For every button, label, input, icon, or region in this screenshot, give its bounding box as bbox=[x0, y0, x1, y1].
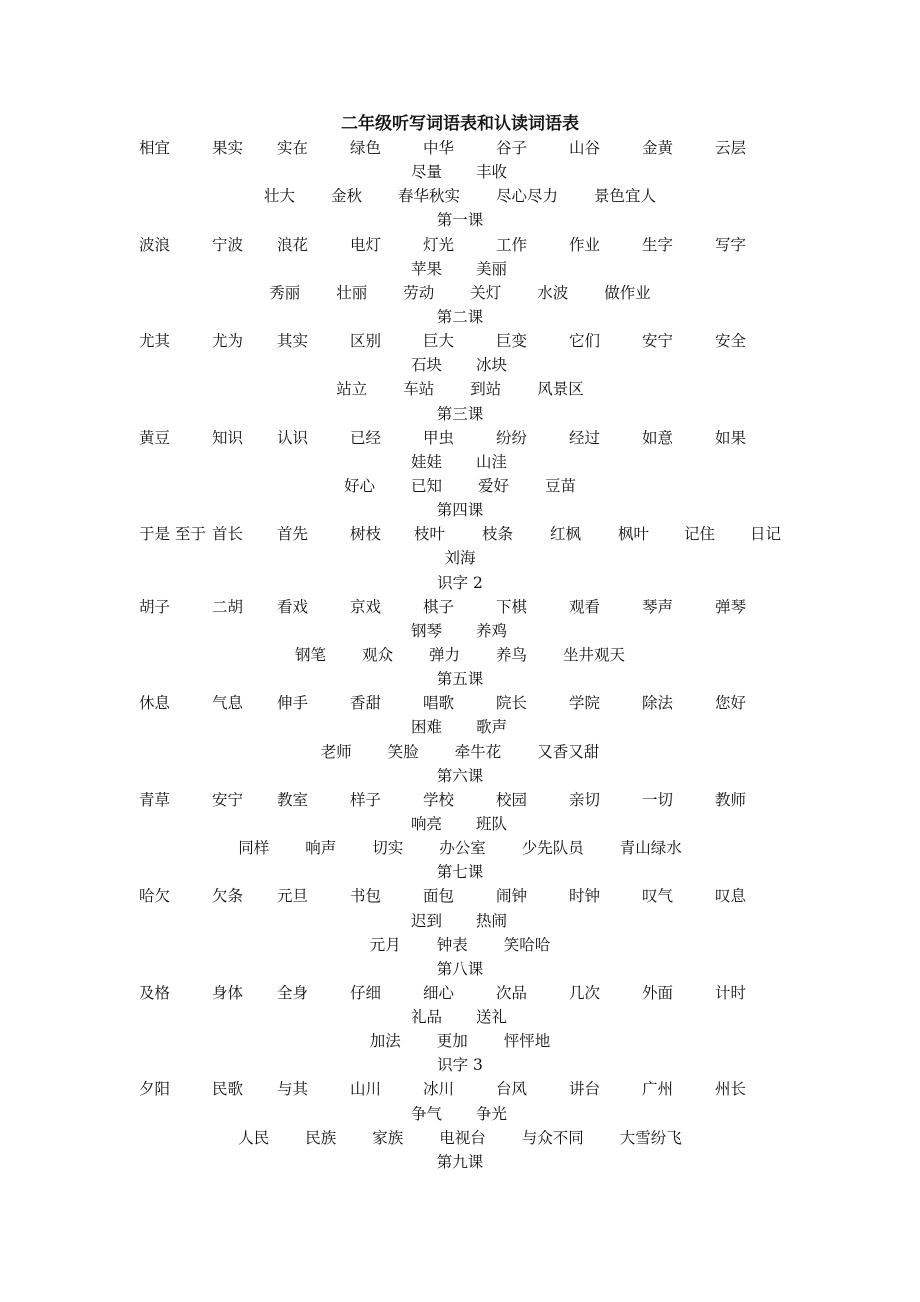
lesson-label-row bbox=[0, 764, 920, 788]
vocab-word: 与众不同 bbox=[521, 1128, 584, 1147]
vocab-word: 冰川 bbox=[423, 1080, 455, 1099]
vocab-word: 京戏 bbox=[350, 597, 382, 616]
vocab-word: 认识 bbox=[277, 428, 309, 447]
vocab-word: 风景区 bbox=[537, 380, 584, 399]
vocab-word: 怦怦地 bbox=[503, 1032, 551, 1051]
vocab-word: 学院 bbox=[569, 694, 601, 713]
vocab-word: 台风 bbox=[496, 1080, 528, 1099]
word-row-reading bbox=[0, 836, 920, 860]
vocab-word: 细心 bbox=[423, 983, 455, 1002]
vocab-word: 坐井观天 bbox=[563, 645, 626, 664]
lesson-label-row bbox=[0, 860, 920, 884]
lesson-label: 识字 3 bbox=[437, 1056, 483, 1075]
vocab-word: 山谷 bbox=[569, 139, 601, 157]
vocab-word: 劳动 bbox=[403, 283, 435, 302]
vocab-word: 元月 bbox=[369, 935, 401, 954]
word-row-reading bbox=[0, 184, 920, 208]
lesson-label: 第四课 bbox=[436, 501, 484, 520]
vocab-word: 身体 bbox=[212, 983, 244, 1002]
vocab-word: 树枝 bbox=[350, 525, 382, 544]
vocab-word: 站立 bbox=[336, 380, 368, 399]
vocab-word: 春华秋实 bbox=[397, 187, 460, 206]
vocab-word: 书包 bbox=[350, 887, 382, 906]
word-row-reading bbox=[0, 740, 920, 764]
lesson-label: 第七课 bbox=[436, 863, 484, 882]
lesson-label: 第二课 bbox=[436, 307, 484, 326]
word-row-primary bbox=[0, 788, 920, 812]
lesson-label: 第六课 bbox=[436, 766, 484, 785]
vocab-word: 时钟 bbox=[569, 887, 601, 906]
vocab-word: 壮丽 bbox=[336, 283, 368, 302]
vocab-word: 礼品 bbox=[411, 1008, 443, 1027]
vocab-word: 果实 bbox=[212, 139, 244, 157]
vocab-word: 山洼 bbox=[476, 452, 508, 471]
vocab-word: 红枫 bbox=[550, 525, 582, 544]
vocab-word: 宁波 bbox=[212, 235, 244, 254]
vocab-word: 计时 bbox=[715, 983, 747, 1002]
vocab-word: 更加 bbox=[436, 1032, 468, 1051]
vocab-word: 灯光 bbox=[423, 235, 455, 254]
vocab-word: 人民 bbox=[238, 1128, 270, 1147]
vocab-word: 夕阳 bbox=[139, 1080, 171, 1099]
vocab-word: 迟到 bbox=[411, 911, 443, 930]
word-row-primary bbox=[0, 233, 920, 257]
vocab-word: 波浪 bbox=[139, 235, 171, 254]
vocab-word: 钢琴 bbox=[411, 621, 443, 640]
word-row-primary bbox=[0, 691, 920, 715]
lesson-label-row bbox=[0, 667, 920, 691]
word-row-primary bbox=[0, 136, 920, 160]
vocab-word: 记住 bbox=[684, 525, 716, 544]
vocab-word: 巨大 bbox=[423, 332, 455, 351]
vocab-word: 刘海 bbox=[444, 549, 476, 568]
vocab-word: 哈欠 bbox=[139, 887, 171, 906]
word-row-primary bbox=[0, 981, 920, 1005]
lesson-label-row bbox=[0, 1150, 920, 1174]
word-row-secondary bbox=[0, 257, 920, 281]
vocab-word: 黄豆 bbox=[139, 428, 171, 447]
vocab-word: 山川 bbox=[350, 1080, 382, 1099]
vocab-word: 困难 bbox=[411, 718, 443, 737]
vocab-word: 弹力 bbox=[428, 645, 460, 664]
vocab-word: 尽量 bbox=[411, 163, 443, 182]
vocab-word: 养鸟 bbox=[496, 645, 528, 664]
vocab-word: 休息 bbox=[139, 694, 171, 713]
vocab-word: 安宁 bbox=[212, 790, 244, 809]
vocab-word: 全身 bbox=[277, 983, 309, 1002]
vocab-word: 已知 bbox=[410, 476, 442, 495]
vocab-word: 同样 bbox=[238, 839, 270, 858]
vocab-word: 您好 bbox=[715, 694, 747, 713]
vocab-word: 景色宜人 bbox=[594, 187, 657, 206]
vocab-word: 与其 bbox=[277, 1080, 309, 1099]
vocab-word: 钢笔 bbox=[294, 645, 326, 664]
vocab-word: 中华 bbox=[423, 139, 455, 157]
vocab-word: 美丽 bbox=[476, 259, 508, 278]
vocab-word: 响亮 bbox=[411, 814, 443, 833]
vocab-word: 仔细 bbox=[350, 983, 382, 1002]
vocab-word: 如意 bbox=[642, 428, 674, 447]
vocab-word: 安宁 bbox=[642, 332, 674, 351]
word-row-reading bbox=[0, 474, 920, 498]
vocab-word: 学校 bbox=[423, 790, 455, 809]
vocab-word: 教室 bbox=[277, 790, 309, 809]
vocab-word: 养鸡 bbox=[476, 621, 508, 640]
vocab-word: 关灯 bbox=[470, 283, 502, 302]
vocab-word: 亲切 bbox=[569, 790, 601, 809]
vocab-word: 观众 bbox=[361, 645, 393, 664]
vocab-word: 枝叶 bbox=[414, 525, 446, 544]
word-row-secondary bbox=[0, 1102, 920, 1126]
word-row-reading bbox=[0, 377, 920, 401]
vocab-word: 广州 bbox=[642, 1080, 674, 1099]
lesson-label-row bbox=[0, 571, 920, 595]
lesson-label-row bbox=[0, 1053, 920, 1077]
vocab-word: 做作业 bbox=[604, 283, 651, 302]
vocab-word: 校园 bbox=[496, 790, 528, 809]
lesson-label: 第八课 bbox=[436, 959, 484, 978]
vocab-word: 石块 bbox=[411, 356, 443, 375]
vocab-word: 闹钟 bbox=[496, 887, 528, 906]
vocab-word: 伸手 bbox=[277, 694, 309, 713]
vocab-word: 民歌 bbox=[212, 1080, 244, 1099]
vocab-word: 金黄 bbox=[642, 139, 674, 157]
word-row-secondary bbox=[0, 160, 920, 184]
vocab-word: 区别 bbox=[350, 332, 382, 351]
vocab-word: 讲台 bbox=[569, 1080, 601, 1099]
vocab-word: 云层 bbox=[715, 139, 747, 157]
vocab-word: 钟表 bbox=[436, 935, 468, 954]
vocab-word: 琴声 bbox=[642, 597, 674, 616]
vocab-word: 元旦 bbox=[277, 887, 309, 906]
vocab-word: 尤其 bbox=[139, 332, 171, 351]
vocab-word: 谷子 bbox=[496, 139, 528, 157]
word-row-reading bbox=[0, 643, 920, 667]
vocab-word: 实在 bbox=[277, 139, 309, 157]
vocab-word: 电灯 bbox=[350, 235, 382, 254]
vocab-word: 大雪纷飞 bbox=[619, 1128, 682, 1147]
vocab-word: 院长 bbox=[496, 694, 528, 713]
vocab-word: 好心 bbox=[343, 476, 375, 495]
vocab-word: 首先 bbox=[277, 525, 309, 544]
vocab-word: 爱好 bbox=[478, 476, 510, 495]
vocab-word: 面包 bbox=[423, 887, 455, 906]
word-row-primary bbox=[0, 426, 920, 450]
vocab-word: 班队 bbox=[476, 814, 508, 833]
vocab-word: 欠条 bbox=[212, 887, 244, 906]
vocab-word: 秀丽 bbox=[269, 283, 301, 302]
vocab-word: 争气 bbox=[411, 1104, 443, 1123]
lesson-label-row bbox=[0, 305, 920, 329]
vocab-word: 首长 bbox=[212, 525, 244, 544]
word-row-primary bbox=[0, 884, 920, 908]
lesson-label: 第五课 bbox=[436, 670, 484, 689]
vocab-word: 争光 bbox=[476, 1104, 508, 1123]
lesson-label-row bbox=[0, 208, 920, 232]
word-row-secondary bbox=[0, 619, 920, 643]
vocab-word: 加法 bbox=[369, 1032, 401, 1051]
vocab-word: 它们 bbox=[569, 332, 601, 351]
vocab-word: 日记 bbox=[750, 525, 782, 544]
vocab-word: 豆苗 bbox=[545, 476, 577, 495]
word-row-reading bbox=[0, 1029, 920, 1053]
vocab-word: 外面 bbox=[642, 983, 674, 1002]
vocab-word: 次品 bbox=[496, 983, 528, 1002]
vocab-word: 甲虫 bbox=[423, 428, 455, 447]
vocab-word: 纷纷 bbox=[496, 428, 528, 447]
word-row-primary bbox=[0, 329, 920, 353]
vocab-word: 办公室 bbox=[439, 839, 486, 858]
word-row-reading bbox=[0, 281, 920, 305]
vocab-word: 热闹 bbox=[476, 911, 508, 930]
lesson-label: 第三课 bbox=[436, 404, 484, 423]
vocab-word: 丰收 bbox=[476, 163, 508, 182]
word-row-secondary bbox=[0, 812, 920, 836]
lesson-label-row bbox=[0, 498, 920, 522]
word-row-primary bbox=[0, 522, 920, 546]
vocab-word: 一切 bbox=[642, 790, 674, 809]
vocab-word: 已经 bbox=[350, 428, 382, 447]
vocab-word: 枫叶 bbox=[618, 525, 650, 544]
vocab-word: 歌声 bbox=[476, 718, 508, 737]
vocab-word: 于是 至于 bbox=[139, 525, 206, 544]
vocab-word: 作业 bbox=[569, 235, 601, 254]
vocab-word: 牵牛花 bbox=[454, 742, 502, 761]
vocab-word: 除法 bbox=[642, 694, 674, 713]
lesson-label: 识字 2 bbox=[437, 573, 483, 592]
vocab-word: 下棋 bbox=[496, 597, 528, 616]
vocab-word: 相宜 bbox=[139, 139, 171, 157]
vocab-word: 工作 bbox=[496, 235, 528, 254]
vocab-word: 尤为 bbox=[212, 332, 244, 351]
vocab-word: 电视台 bbox=[439, 1128, 486, 1147]
vocab-word: 青草 bbox=[139, 790, 171, 809]
vocab-word: 冰块 bbox=[476, 356, 508, 375]
vocab-word: 壮大 bbox=[263, 187, 295, 206]
vocab-word: 老师 bbox=[320, 742, 352, 761]
lesson-label: 第一课 bbox=[436, 211, 484, 230]
vocab-word: 切实 bbox=[372, 839, 404, 858]
vocab-word: 二胡 bbox=[212, 597, 244, 616]
word-row-primary bbox=[0, 595, 920, 619]
word-row-secondary bbox=[0, 546, 920, 570]
vocab-word: 胡子 bbox=[139, 597, 171, 616]
vocab-word: 其实 bbox=[277, 332, 309, 351]
vocab-word: 响声 bbox=[305, 839, 337, 858]
vocab-word: 到站 bbox=[470, 380, 502, 399]
word-row-reading bbox=[0, 933, 920, 957]
vocab-word: 生字 bbox=[642, 235, 674, 254]
word-row-secondary bbox=[0, 1005, 920, 1029]
vocab-word: 知识 bbox=[212, 428, 244, 447]
lesson-label-row bbox=[0, 957, 920, 981]
vocab-word: 绿色 bbox=[350, 139, 382, 157]
vocab-word: 如果 bbox=[715, 428, 747, 447]
word-row-secondary bbox=[0, 715, 920, 739]
vocab-word: 教师 bbox=[715, 790, 747, 809]
word-row-secondary bbox=[0, 353, 920, 377]
vocab-word: 及格 bbox=[139, 983, 171, 1002]
vocab-word: 又香又甜 bbox=[537, 742, 600, 761]
vocab-word: 水波 bbox=[537, 283, 569, 302]
vocab-word: 浪花 bbox=[277, 235, 309, 254]
vocab-word: 笑哈哈 bbox=[503, 935, 551, 954]
vocab-word: 几次 bbox=[569, 983, 601, 1002]
vocab-word: 样子 bbox=[350, 790, 382, 809]
vocab-word: 苹果 bbox=[411, 259, 443, 278]
vocab-word: 弹琴 bbox=[715, 597, 747, 616]
vocab-word: 叹气 bbox=[642, 887, 674, 906]
vocab-word: 娃娃 bbox=[411, 452, 443, 471]
vocab-word: 叹息 bbox=[715, 887, 747, 906]
vocab-word: 车站 bbox=[403, 380, 435, 399]
lesson-label: 第九课 bbox=[436, 1152, 484, 1171]
lesson-label-row bbox=[0, 402, 920, 426]
vocab-word: 棋子 bbox=[423, 597, 455, 616]
word-list bbox=[0, 136, 920, 1174]
word-row-reading bbox=[0, 1126, 920, 1150]
vocab-word: 观看 bbox=[569, 597, 601, 616]
word-row-secondary bbox=[0, 450, 920, 474]
vocab-word: 巨变 bbox=[496, 332, 528, 351]
vocab-word: 看戏 bbox=[277, 597, 309, 616]
vocab-word: 香甜 bbox=[350, 694, 382, 713]
vocab-word: 少先队员 bbox=[521, 839, 584, 858]
word-row-secondary bbox=[0, 909, 920, 933]
vocab-word: 送礼 bbox=[476, 1008, 508, 1027]
vocab-word: 经过 bbox=[569, 428, 601, 447]
vocab-word: 家族 bbox=[372, 1128, 404, 1147]
vocab-word: 枝条 bbox=[482, 525, 514, 544]
vocab-word: 尽心尽力 bbox=[496, 187, 559, 206]
vocab-word: 青山绿水 bbox=[619, 839, 682, 858]
vocab-word: 气息 bbox=[212, 694, 244, 713]
vocab-word: 写字 bbox=[715, 235, 747, 254]
vocab-word: 唱歌 bbox=[423, 694, 455, 713]
word-row-primary bbox=[0, 1077, 920, 1101]
vocab-word: 金秋 bbox=[330, 187, 362, 206]
vocab-word: 民族 bbox=[305, 1128, 337, 1147]
vocab-word: 笑脸 bbox=[387, 742, 419, 761]
vocab-word: 州长 bbox=[715, 1080, 747, 1099]
vocab-word: 安全 bbox=[715, 332, 747, 351]
page-title: 二年级听写词语表和认读词语表 bbox=[341, 114, 579, 134]
